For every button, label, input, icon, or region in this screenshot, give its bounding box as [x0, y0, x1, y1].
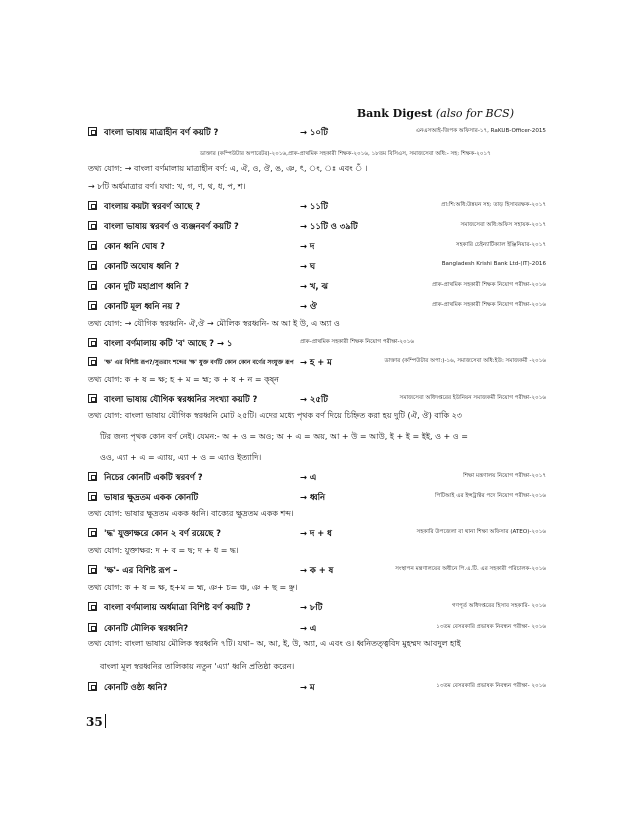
checkbox-icon [88, 241, 97, 250]
question-row [88, 280, 546, 294]
info-note: টির জন্য পৃথক কোন বর্ণ নেই। যেমন:- অ + ও = অও; অ + এ = অয়, আ + উ = আউ, ই + ই = ইই, ও + ও = [100, 432, 468, 441]
question-text: বাংলা বর্ণমালায় কটি 'ব' আছে ? → ১ [104, 338, 233, 348]
source-text: পিটিআই এর ইন্সট্রাক্টর পদে নিয়োগ পরীক্ষা-২০১৬ [434, 493, 546, 499]
page-number: 35 [86, 715, 103, 729]
question-text: নিচের কোনটি একটি স্বরবর্ণ ? [104, 472, 203, 482]
checkbox-icon [88, 623, 97, 632]
answer-text: → এ [300, 472, 317, 482]
question-text: কোন ধ্বনি ঘোষ ? [104, 241, 166, 251]
answer-text: → ঔ [300, 301, 317, 311]
info-note: বাংলা মূল স্বরধ্বনির তালিকায় নতুন 'এ্যা' ধ্বনি প্রতিষ্ঠা করেন। [100, 662, 295, 671]
info-note: তথ্য যোগ: বাংলা ভাষায় মৌলিক স্বরধ্বনি ৭টি। যথা– অ, আ, ই, উ, অ্যা, এ এবং ও। ধ্বনিতত্ত্ববিদ মুহম্মদ আবদুল হাই [88, 639, 461, 648]
question-row [88, 240, 546, 254]
question-row [88, 300, 546, 314]
checkbox-icon [88, 682, 97, 691]
question-row [88, 220, 546, 234]
question-row [88, 601, 546, 615]
answer-text: → ৮টি [300, 602, 323, 612]
checkbox-icon [88, 394, 97, 403]
source-text: শিক্ষা মন্ত্রণালয় নিয়োগ পরীক্ষা-২০১৭ [463, 473, 546, 479]
brand-subtitle: (also for BCS) [435, 107, 514, 120]
question-text: কোনটি অঘোষ ধ্বনি ? [104, 261, 180, 271]
info-note: তথ্য যোগ: বাংলা ভাষায় যৌগিক স্বরধ্বনি মোট ২৫টি। এদের মধ্যে পৃথক বর্ণ দিয়ে চিহ্নিত করা হয় দুটি (ঐ, ঔ) বাকি ২৩ [88, 411, 462, 420]
checkbox-icon [88, 528, 97, 537]
answer-text: → এ [300, 623, 317, 633]
checkbox-icon [88, 261, 97, 270]
answer-text: → ১১টি ও ৩৯টি [300, 221, 358, 231]
info-note: তথ্য যোগ: → বাংলা বর্ণমালায় মাত্রাহীন বর্ণ: এ, ঐ, ও, ঔ, ঙ, ঞ, ৎ, ং, ঃ এবং ঁ । [88, 164, 368, 173]
question-text: 'ক্ষ' এর বিশিষ্ট রূপ?/সুতরাং শব্দের 'ক্ষ' যুক্ত বর্ণটি কোন কোন বর্ণের সংযুক্ত রূপ [104, 359, 294, 366]
question-row [88, 622, 546, 636]
question-text: কোনটি ওষ্ঠ্য ধ্বনি? [104, 682, 168, 692]
checkbox-icon [88, 472, 97, 481]
checkbox-icon [88, 492, 97, 501]
source-text: প্রা:শি:অধি:উন্নয়ন সহ: তাড় হিসাবরক্ষক-২০১৭ [441, 202, 546, 208]
question-text: ভাষার ক্ষুদ্রতম একক কোনটি [104, 492, 199, 502]
question-row [88, 681, 546, 695]
question-row [88, 491, 546, 505]
source-text: সংস্থাপন মন্ত্রণালয়ের অধীনে পি.এ.টি. এর সহকারী পরিচালক-২০১৬ [395, 566, 546, 572]
question-text: বাংলা ভাষায় মাত্রাহীন বর্ণ কয়টি ? [104, 127, 219, 137]
answer-text: → ১০টি [300, 127, 328, 137]
question-text: কোনটি মূল ধ্বনি নয় ? [104, 301, 181, 311]
question-text: কোন দুটি মহাপ্রাণ ধ্বনি ? [104, 281, 189, 291]
info-note: ওও, এ্যা + এ = এ্যায়, এ্যা + ও = এ্যাও ইত্যাদি। [100, 453, 262, 462]
question-text: বাংলা ভাষায় স্বরবর্ণ ও ব্যঞ্জনবর্ণ কয়টি ? [104, 221, 239, 231]
source-text: প্রাক-প্রাথমিক সহকারী শিক্ষক নিয়োগ পরীক্ষা-২০১৬ [431, 302, 546, 308]
source-text: ১৩তম বেসরকারি প্রভাষক নিবন্ধন পরীক্ষা- ২০১৬ [436, 683, 546, 689]
source-text: প্রাক-প্রাথমিক সহকারী শিক্ষক নিয়োগ পরীক্ষা-২০১৬ [300, 339, 415, 345]
checkbox-icon [88, 221, 97, 230]
source-text: ১৩তম বেসরকারি প্রভাষক নিবন্ধন পরীক্ষা- ২০১৬ [436, 624, 546, 630]
running-header [357, 107, 514, 120]
checkbox-icon [88, 602, 97, 611]
answer-text: → ১১টি [300, 201, 328, 211]
question-row [88, 356, 546, 370]
info-note: তথ্য যোগ: ক + ষ = ক্ষ; হ + ম = হ্ম; ক + ষ + ন = ক্ষ্ন [88, 375, 279, 384]
answer-text: → ক + ষ [300, 565, 334, 575]
question-row [88, 527, 546, 541]
source-text: প্রাক-প্রাথমিক সহকারী শিক্ষক নিয়োগ পরীক্ষা-২০১৬ [431, 282, 546, 288]
source-text: গণপূর্ত অধিদপ্তরের হিসাব সহকারি- ২০১৬ [451, 603, 546, 609]
info-note: তথ্য যোগ: যুক্তাক্ষর: দ + ব = দ্ব; দ + ধ = দ্ধ। [88, 546, 239, 555]
question-text: 'ক্ষ'- এর বিশিষ্ট রূপ – [104, 565, 178, 575]
answer-text: → দ [300, 241, 315, 251]
question-row [88, 200, 546, 214]
question-row [88, 337, 546, 351]
source-text: ডাক্তার (কম্পিউটার অপা:)-১৬, সমাজসেবা অধি:ইউ: সমাজকর্মী -২০১৬ [384, 358, 546, 364]
answer-text: → ২৫টি [300, 394, 328, 404]
source-text: Bangladesh Krishi Bank Ltd-(IT)-2016 [441, 261, 546, 267]
info-note: তথ্য যোগ: ভাষার ক্ষুদ্রতম একক ধ্বনি। বাক্যের ক্ষুদ্রতম একক শব্দ। [88, 509, 294, 518]
answer-text: → দ + ধ [300, 528, 332, 538]
source-text: ডাক্তার (কম্পিউটার অপারেটর)-২০১৬,প্রাক-প্রাথমিক সহকারী শিক্ষক-২০১৬, ১৮তম বিসিএস, সমাজসেবা অধি:- সহ: শিক্ষক-২০১৭ [200, 151, 491, 157]
question-row [88, 471, 546, 485]
answer-text: → হ + ম [300, 357, 332, 367]
question-row [88, 126, 546, 140]
question-text: কোনটি মৌলিক স্বরধ্বনি? [104, 623, 189, 633]
checkbox-icon [88, 338, 97, 347]
checkbox-icon [88, 357, 97, 366]
info-note: তথ্য যোগ: ক + ষ = ক্ষ, হ+ম = হ্ম, ঞ+ চ= ঞ্চ, ঞ + ছ = ঞ্ছ। [88, 583, 298, 592]
brand-title: Bank Digest [356, 107, 433, 120]
info-note: → ৮টি অর্ধমাত্রার বর্ণ। যথা: খ, গ, ণ, থ, ধ, প, শ। [88, 182, 246, 191]
source-text: সহকারি উপজেলা বা থানা শিক্ষা অফিসার (ATEO)-২০১৬ [416, 529, 546, 535]
question-row [88, 260, 546, 274]
answer-text: → ঘ [300, 261, 316, 271]
source-text: সমাজসেবা অধি:অফিস সহায়ক-২০১৭ [460, 222, 546, 228]
question-text: বাংলা ভাষায় যৌগিক স্বরধ্বনির সংখ্যা কয়টি ? [104, 394, 258, 404]
checkbox-icon [88, 201, 97, 210]
question-text: 'দ্ধ' যুক্তাক্ষরে কোন ২ বর্ণ রয়েছে ? [104, 528, 221, 538]
source-text: সহকারি চেইন্যার্টিক্যাল ইঞ্জিনিয়ার-২০১৭ [456, 242, 546, 248]
info-note: তথ্য যোগ: → যৌগিক স্বরধ্বনি- ঐ,ঔ → মৌলিক স্বরধ্বনি- অ আ ই উ, এ অ্যা ও [88, 319, 340, 328]
question-row [88, 393, 546, 407]
question-row [88, 564, 546, 578]
question-text: বাংলায় কয়টা স্বরবর্ণ আছে ? [104, 201, 201, 211]
checkbox-icon [88, 127, 97, 136]
answer-text: → খ, ঝ [300, 281, 328, 291]
source-text: সমাজসেবা অধিদপ্তরের ইউনিয়ন সমাজকর্মী নিয়োগ পরীক্ষা-২০১৬ [399, 395, 546, 401]
page-number-divider [105, 714, 106, 728]
answer-text: → ধ্বনি [300, 492, 326, 502]
question-text: বাংলা বর্ণমালায় অর্ধমাত্রা বিশিষ্ট বর্ণ কয়টি ? [104, 602, 251, 612]
checkbox-icon [88, 301, 97, 310]
checkbox-icon [88, 565, 97, 574]
checkbox-icon [88, 281, 97, 290]
source-text: এনএসআই-জিপক অফিসার-১৭, RaKUB-Officer-2015 [415, 128, 546, 134]
answer-text: → ম [300, 682, 315, 692]
